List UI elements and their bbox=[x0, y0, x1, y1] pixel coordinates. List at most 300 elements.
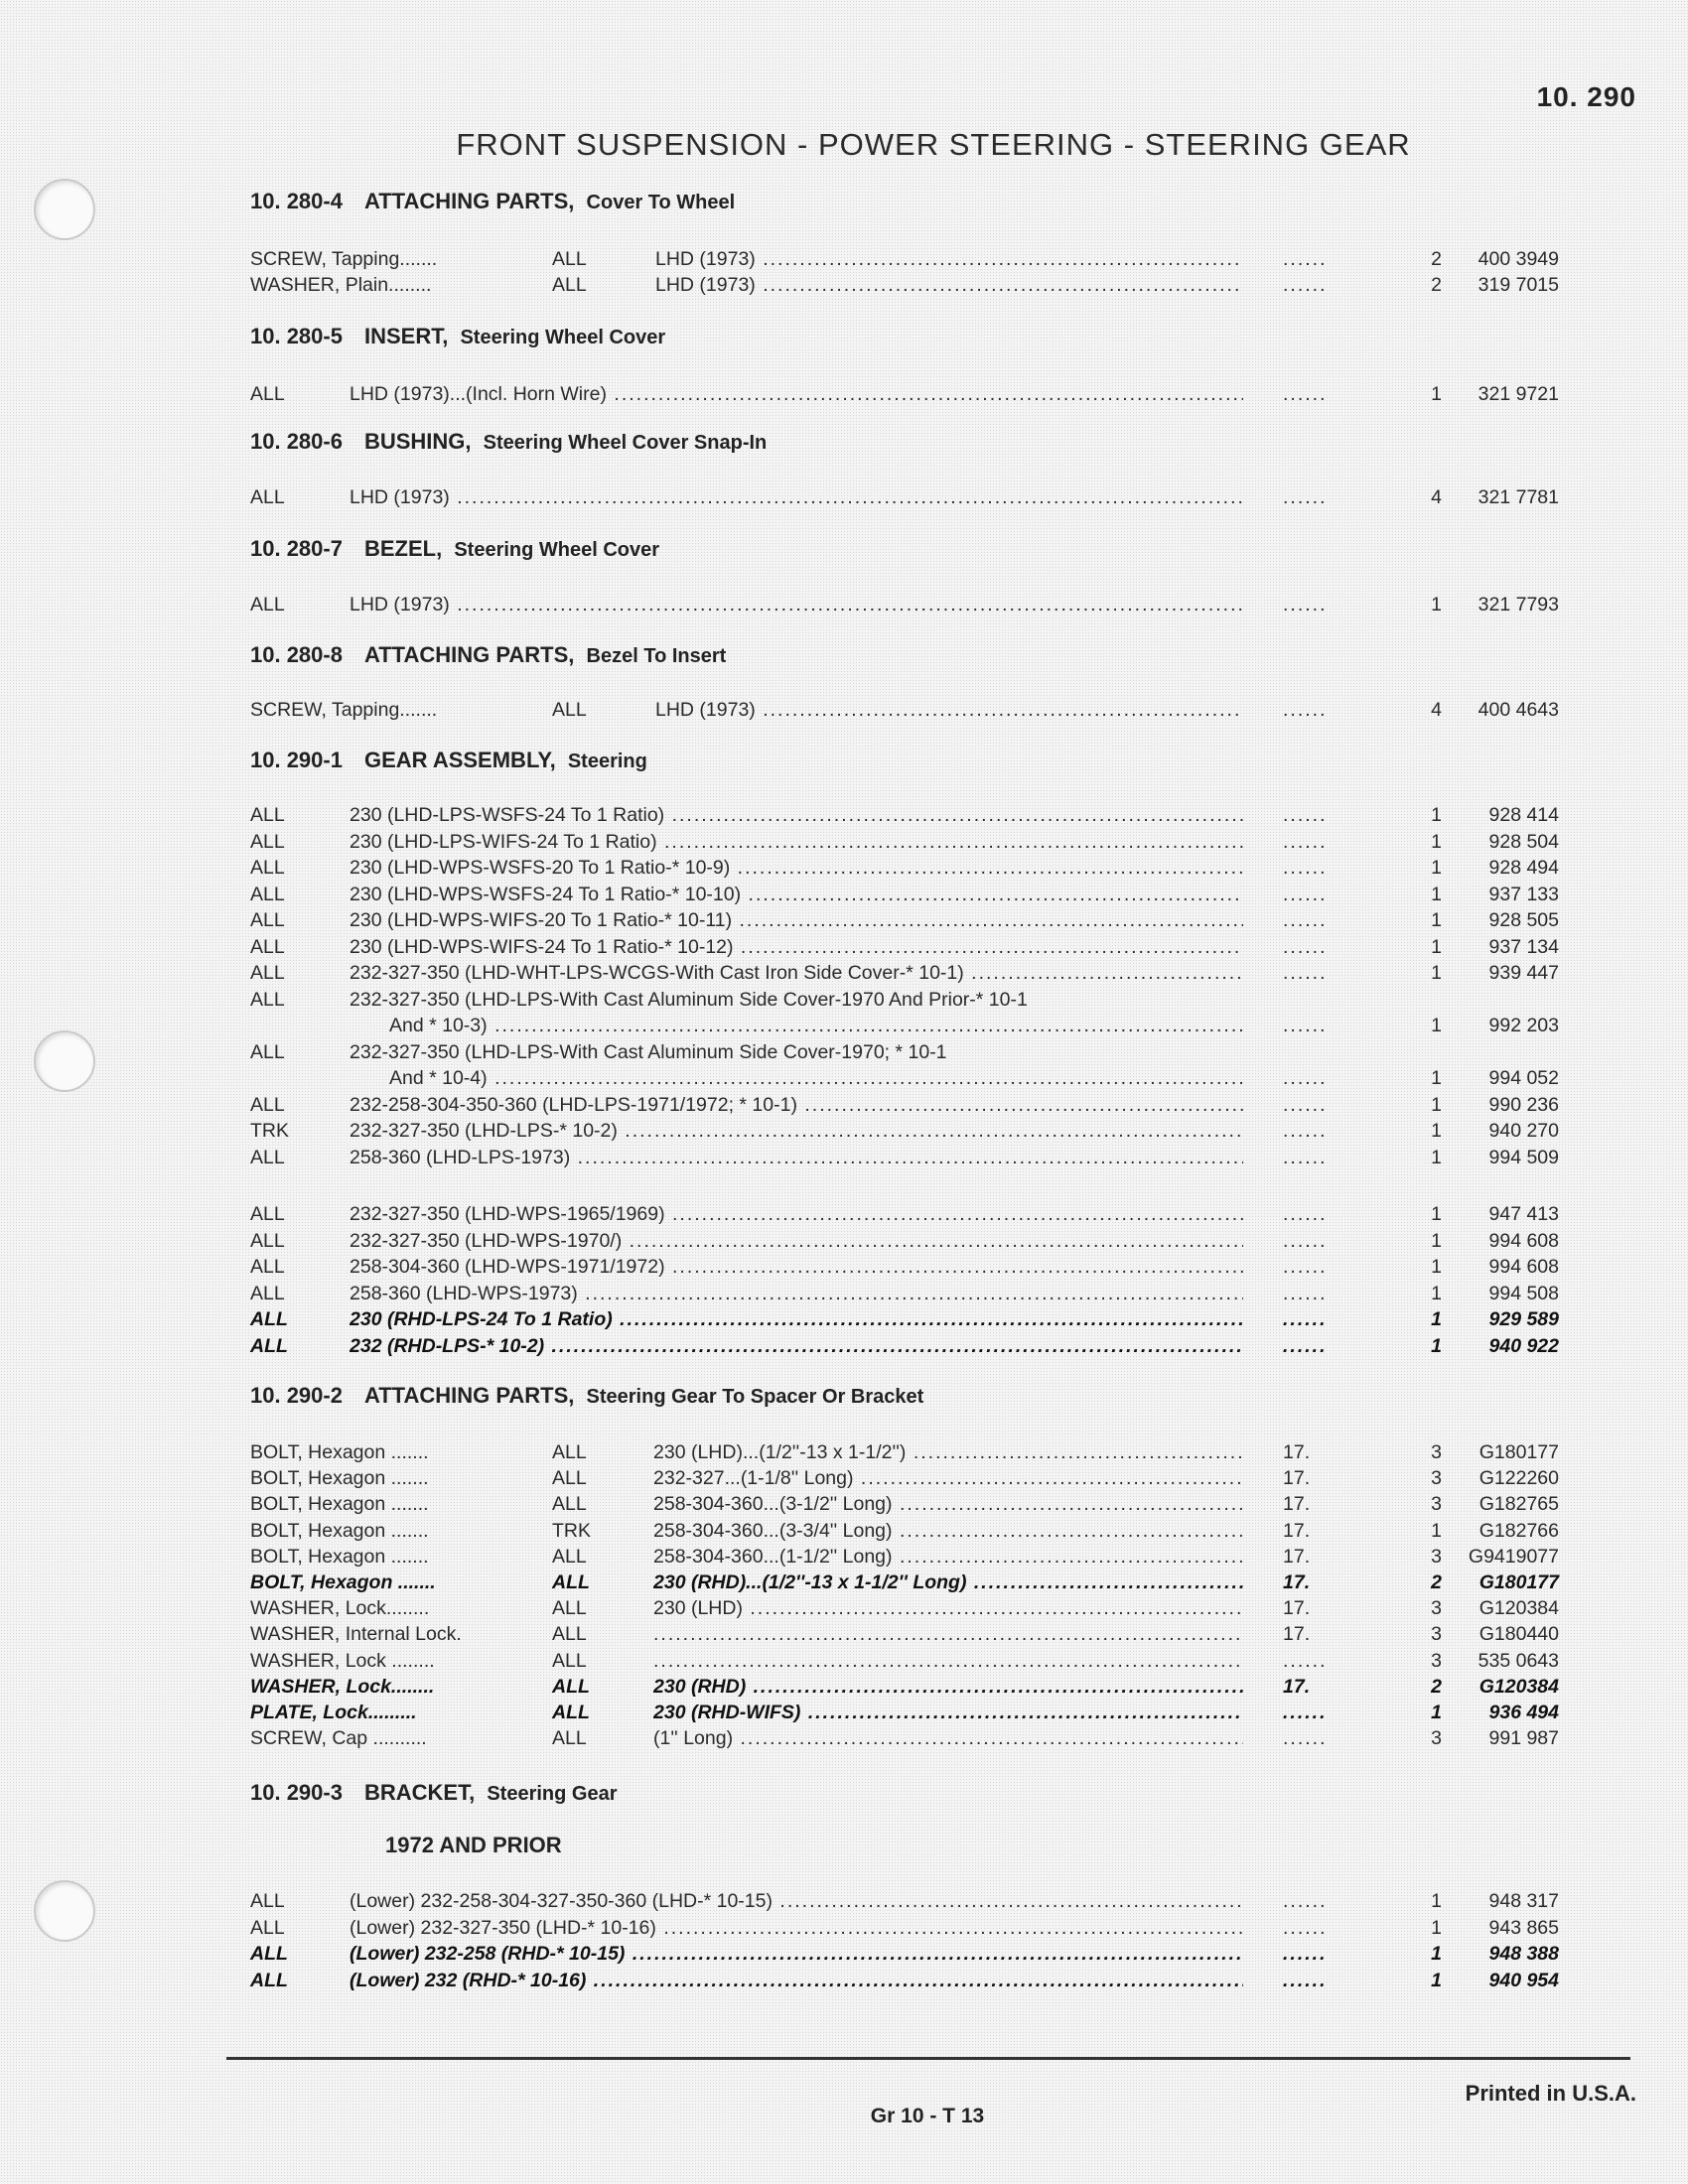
leader-dots bbox=[1283, 1201, 1328, 1227]
part-number: 948 317 bbox=[1488, 1890, 1559, 1912]
quantity: 1 bbox=[1431, 1256, 1442, 1278]
leader-dots bbox=[1283, 1725, 1328, 1751]
model-code: TRK bbox=[250, 1120, 289, 1142]
leader-dots bbox=[1283, 484, 1328, 510]
part-description: LHD (1973) ..... bbox=[655, 246, 1243, 272]
part-number: 940 954 bbox=[1488, 1969, 1559, 1991]
part-name: PLATE, Lock......... bbox=[250, 1702, 417, 1723]
leader-dots bbox=[1283, 1333, 1328, 1359]
part-number: G9419077 bbox=[1468, 1545, 1559, 1568]
section-desc: Steering Wheel Cover bbox=[454, 539, 660, 561]
model-code: ALL bbox=[552, 1493, 587, 1516]
section-name: BUSHING, bbox=[363, 429, 472, 454]
footer-text: Gr 10 - T 13 bbox=[870, 2105, 985, 2127]
table-row bbox=[250, 882, 1559, 907]
table-row bbox=[250, 1941, 1559, 1967]
section-desc: Steering Gear To Spacer Or Bracket bbox=[586, 1386, 924, 1408]
model-code: ALL bbox=[552, 1727, 587, 1750]
part-name: SCREW, Tapping....... bbox=[250, 248, 438, 270]
quantity: 2 bbox=[1431, 274, 1442, 296]
printed-note: Printed in U.S.A. bbox=[1465, 2081, 1636, 2106]
part-description: 232-327-350 (LHD-LPS-* 10-2) ..... bbox=[350, 1118, 1243, 1144]
table-row bbox=[250, 1039, 1559, 1065]
part-number: 937 133 bbox=[1488, 883, 1559, 905]
quantity: 1 bbox=[1431, 857, 1442, 879]
quantity: 1 bbox=[1431, 1969, 1442, 1991]
table-row bbox=[250, 381, 1559, 407]
leader-dots bbox=[1283, 882, 1328, 907]
table-row bbox=[250, 1254, 1559, 1280]
part-number: 994 052 bbox=[1488, 1066, 1559, 1089]
table-row bbox=[250, 1570, 1559, 1595]
group-number: 17. bbox=[1283, 1675, 1311, 1698]
model-code: ALL bbox=[250, 988, 285, 1011]
part-description-continued: And * 10-4) ..... bbox=[389, 1065, 1243, 1091]
part-description: (Lower) 232-258-304-327-350-360 (LHD-* 10-15) ..... bbox=[350, 1888, 1243, 1914]
subheading: 1972 AND PRIOR bbox=[385, 1833, 562, 1857]
group-number: 17. bbox=[1283, 1545, 1311, 1568]
section-desc: Cover To Wheel bbox=[586, 192, 736, 213]
section-number: 10. 290-1 bbox=[250, 748, 343, 772]
section-desc: Steering bbox=[567, 751, 647, 772]
group-number: 17. bbox=[1283, 1493, 1311, 1516]
part-description bbox=[653, 1648, 1243, 1674]
model-code: ALL bbox=[250, 486, 285, 508]
quantity: 3 bbox=[1431, 1649, 1442, 1672]
part-description: 230 (LHD-LPS-WIFS-24 To 1 Ratio) ..... bbox=[350, 829, 1243, 855]
quantity: 1 bbox=[1431, 1282, 1442, 1304]
group-number: 17. bbox=[1283, 1467, 1311, 1490]
model-code: ALL bbox=[250, 1203, 285, 1225]
part-description: 232-327-350 (LHD-WPS-1970/) ..... bbox=[350, 1228, 1243, 1254]
model-code: ALL bbox=[250, 1308, 288, 1330]
part-description: 258-304-360...(3-1/2'' Long) ..... bbox=[653, 1491, 1243, 1517]
quantity: 1 bbox=[1431, 1702, 1442, 1723]
table-row bbox=[250, 829, 1559, 855]
leader-dots bbox=[1283, 960, 1328, 986]
quantity: 4 bbox=[1431, 699, 1442, 721]
quantity: 1 bbox=[1431, 1066, 1442, 1089]
binder-hole bbox=[34, 179, 95, 240]
page-number: 10. 290 bbox=[1536, 81, 1636, 112]
part-description: 230 (LHD-LPS-WSFS-24 To 1 Ratio) ..... bbox=[350, 802, 1243, 828]
section-name: ATTACHING PARTS, bbox=[363, 189, 575, 213]
part-number: 321 7781 bbox=[1477, 486, 1559, 508]
table-row bbox=[250, 1725, 1559, 1751]
part-description: 230 (RHD-LPS-24 To 1 Ratio) ..... bbox=[350, 1306, 1243, 1332]
part-description: 230 (LHD-WPS-WIFS-24 To 1 Ratio-* 10-12) ..... bbox=[350, 934, 1243, 960]
section-name: GEAR ASSEMBLY, bbox=[363, 748, 556, 772]
part-name: SCREW, Tapping....... bbox=[250, 699, 438, 721]
leader-dots bbox=[1283, 1306, 1328, 1332]
section-heading bbox=[250, 324, 665, 349]
part-number: 936 494 bbox=[1488, 1702, 1559, 1723]
quantity: 1 bbox=[1431, 1146, 1442, 1168]
part-description: LHD (1973)...(Incl. Horn Wire) ..... bbox=[350, 381, 1243, 407]
part-description: 258-360 (LHD-LPS-1973) ..... bbox=[350, 1145, 1243, 1170]
part-description: 232 (RHD-LPS-* 10-2) ..... bbox=[350, 1333, 1243, 1359]
table-row bbox=[250, 1674, 1559, 1700]
section-desc: Steering Wheel Cover bbox=[460, 327, 666, 348]
table-row bbox=[250, 1092, 1559, 1118]
table-row bbox=[250, 1281, 1559, 1306]
model-code: ALL bbox=[250, 1040, 285, 1063]
quantity: 1 bbox=[1431, 1093, 1442, 1116]
group-number: 17. bbox=[1283, 1623, 1311, 1646]
part-description: 232-327-350 (LHD-WPS-1965/1969) ..... bbox=[350, 1201, 1243, 1227]
part-number: G182765 bbox=[1478, 1493, 1559, 1516]
section-heading bbox=[250, 642, 726, 668]
part-number: 321 9721 bbox=[1477, 383, 1559, 405]
model-code: TRK bbox=[552, 1519, 591, 1542]
section-heading bbox=[250, 189, 735, 214]
part-description: 258-304-360...(3-3/4'' Long) ..... bbox=[653, 1518, 1243, 1544]
section-desc: Steering Wheel Cover Snap-In bbox=[483, 432, 768, 454]
section-heading bbox=[250, 429, 767, 455]
quantity: 3 bbox=[1431, 1597, 1442, 1620]
section-name: ATTACHING PARTS, bbox=[363, 1383, 575, 1408]
part-number: 400 3949 bbox=[1477, 248, 1559, 270]
part-number: 994 608 bbox=[1488, 1229, 1559, 1252]
part-number: 943 865 bbox=[1488, 1916, 1559, 1939]
table-row bbox=[250, 272, 1559, 298]
page-footer bbox=[0, 2105, 1688, 2128]
model-code: ALL bbox=[250, 909, 285, 931]
table-row bbox=[250, 592, 1559, 617]
quantity: 1 bbox=[1431, 1916, 1442, 1939]
leader-dots bbox=[1283, 246, 1328, 272]
footer-rule bbox=[226, 2057, 1630, 2060]
part-description: (Lower) 232-258 (RHD-* 10-15) ..... bbox=[350, 1941, 1243, 1967]
quantity: 1 bbox=[1431, 1890, 1442, 1912]
part-number: G120384 bbox=[1478, 1675, 1559, 1698]
section-desc: Bezel To Insert bbox=[586, 645, 727, 667]
part-number: 939 447 bbox=[1488, 962, 1559, 984]
table-row bbox=[250, 697, 1559, 723]
table-row bbox=[250, 1333, 1559, 1359]
quantity: 2 bbox=[1431, 248, 1442, 270]
part-description: LHD (1973) ..... bbox=[655, 272, 1243, 298]
table-row bbox=[250, 1968, 1559, 1993]
part-description: (1'' Long) ..... bbox=[653, 1725, 1243, 1751]
section-heading bbox=[250, 536, 659, 562]
leader-dots bbox=[1283, 802, 1328, 828]
quantity: 2 bbox=[1431, 1675, 1442, 1698]
model-code: ALL bbox=[552, 1441, 587, 1463]
quantity: 1 bbox=[1431, 1229, 1442, 1252]
table-row bbox=[250, 1306, 1559, 1332]
leader-dots bbox=[1283, 381, 1328, 407]
part-name: BOLT, Hexagon ....... bbox=[250, 1545, 429, 1568]
part-name: BOLT, Hexagon ....... bbox=[250, 1571, 436, 1593]
table-row bbox=[250, 1439, 1559, 1465]
model-code: ALL bbox=[250, 1256, 285, 1278]
model-code: ALL bbox=[552, 1649, 587, 1672]
leader-dots bbox=[1283, 829, 1328, 855]
binder-hole bbox=[34, 1880, 95, 1942]
part-name: WASHER, Lock ........ bbox=[250, 1649, 435, 1672]
part-number: G180177 bbox=[1478, 1571, 1559, 1593]
part-number: 928 505 bbox=[1488, 909, 1559, 931]
part-name: BOLT, Hexagon ....... bbox=[250, 1467, 429, 1490]
quantity: 1 bbox=[1431, 935, 1442, 958]
part-number: 928 504 bbox=[1488, 830, 1559, 853]
table-row bbox=[250, 934, 1559, 960]
leader-dots bbox=[1283, 907, 1328, 933]
part-name: BOLT, Hexagon ....... bbox=[250, 1493, 429, 1516]
model-code: ALL bbox=[250, 883, 285, 905]
model-code: ALL bbox=[250, 1969, 288, 1991]
model-code: ALL bbox=[552, 1702, 590, 1723]
table-row bbox=[250, 960, 1559, 986]
quantity: 3 bbox=[1431, 1441, 1442, 1463]
quantity: 1 bbox=[1431, 594, 1442, 615]
quantity: 1 bbox=[1431, 883, 1442, 905]
section-heading bbox=[250, 1383, 923, 1409]
part-number: 928 494 bbox=[1488, 857, 1559, 879]
part-name: BOLT, Hexagon ....... bbox=[250, 1519, 429, 1542]
quantity: 3 bbox=[1431, 1467, 1442, 1490]
quantity: 3 bbox=[1431, 1623, 1442, 1646]
part-description-continued: And * 10-3) ..... bbox=[389, 1013, 1243, 1038]
table-row bbox=[250, 802, 1559, 828]
page-title bbox=[0, 127, 1688, 163]
quantity: 1 bbox=[1431, 962, 1442, 984]
part-name: WASHER, Lock........ bbox=[250, 1675, 435, 1698]
table-row bbox=[250, 1700, 1559, 1725]
model-code: ALL bbox=[552, 1571, 590, 1593]
table-row bbox=[250, 1595, 1559, 1621]
table-row bbox=[250, 1544, 1559, 1570]
quantity: 1 bbox=[1431, 1943, 1442, 1965]
section-number: 10. 290-3 bbox=[250, 1780, 343, 1805]
model-code: ALL bbox=[552, 1675, 590, 1698]
part-description: 232-327-350 (LHD-LPS-With Cast Aluminum Side Cover-1970 And Prior-* 10-1 bbox=[350, 988, 1028, 1011]
part-description: LHD (1973) ..... bbox=[655, 697, 1243, 723]
part-description: 258-360 (LHD-WPS-1973) ..... bbox=[350, 1281, 1243, 1306]
part-description: 230 (LHD-WPS-WSFS-24 To 1 Ratio-* 10-10) ..... bbox=[350, 882, 1243, 907]
quantity: 4 bbox=[1431, 486, 1442, 508]
table-row bbox=[250, 1888, 1559, 1914]
section-number: 10. 290-2 bbox=[250, 1383, 343, 1408]
part-number: G122260 bbox=[1478, 1467, 1559, 1490]
table-row bbox=[250, 987, 1559, 1013]
model-code: ALL bbox=[250, 594, 285, 615]
part-number: 994 508 bbox=[1488, 1282, 1559, 1304]
part-description: 230 (LHD) ..... bbox=[653, 1595, 1243, 1621]
leader-dots bbox=[1283, 1013, 1328, 1038]
section-name: BRACKET, bbox=[363, 1780, 476, 1805]
table-row bbox=[250, 1145, 1559, 1170]
leader-dots bbox=[1283, 1281, 1328, 1306]
model-code: ALL bbox=[250, 1282, 285, 1304]
quantity: 1 bbox=[1431, 909, 1442, 931]
model-code: ALL bbox=[250, 1334, 288, 1357]
model-code: ALL bbox=[552, 1545, 587, 1568]
part-number: 321 7793 bbox=[1477, 594, 1559, 615]
part-number: 994 608 bbox=[1488, 1256, 1559, 1278]
part-number: 948 388 bbox=[1488, 1943, 1559, 1965]
model-code: ALL bbox=[250, 1943, 288, 1965]
leader-dots bbox=[1283, 592, 1328, 617]
part-number: 937 134 bbox=[1488, 935, 1559, 958]
section-number: 10. 280-8 bbox=[250, 642, 343, 667]
part-name: BOLT, Hexagon ....... bbox=[250, 1441, 429, 1463]
leader-dots bbox=[1283, 697, 1328, 723]
section-name: ATTACHING PARTS, bbox=[363, 642, 575, 667]
model-code: ALL bbox=[552, 1623, 587, 1646]
part-description: (Lower) 232-327-350 (LHD-* 10-16) ..... bbox=[350, 1915, 1243, 1941]
part-number: G180177 bbox=[1478, 1441, 1559, 1463]
part-number: 992 203 bbox=[1488, 1014, 1559, 1036]
part-number: 940 270 bbox=[1488, 1120, 1559, 1142]
leader-dots bbox=[1283, 1254, 1328, 1280]
binder-hole bbox=[34, 1030, 95, 1092]
part-description: LHD (1973) ..... bbox=[350, 592, 1243, 617]
quantity: 1 bbox=[1431, 804, 1442, 826]
part-description: LHD (1973) ..... bbox=[350, 484, 1243, 510]
quantity: 1 bbox=[1431, 1308, 1442, 1330]
part-name: WASHER, Plain........ bbox=[250, 274, 432, 296]
group-number: 17. bbox=[1283, 1597, 1311, 1620]
table-row-continuation bbox=[250, 1065, 1559, 1091]
section-desc: Steering Gear bbox=[487, 1783, 618, 1805]
quantity: 1 bbox=[1431, 383, 1442, 405]
part-description: 230 (RHD-WIFS) ..... bbox=[653, 1700, 1243, 1725]
part-description: 230 (LHD-WPS-WIFS-20 To 1 Ratio-* 10-11) ..... bbox=[350, 907, 1243, 933]
part-description: 230 (RHD) ..... bbox=[653, 1674, 1243, 1700]
group-number: 17. bbox=[1283, 1519, 1311, 1542]
model-code: ALL bbox=[250, 1890, 285, 1912]
part-number: 400 4643 bbox=[1477, 699, 1559, 721]
section-number: 10. 280-7 bbox=[250, 536, 343, 561]
model-code: ALL bbox=[250, 1093, 285, 1116]
leader-dots bbox=[1283, 1648, 1328, 1674]
section-number: 10. 280-5 bbox=[250, 324, 343, 348]
quantity: 2 bbox=[1431, 1571, 1442, 1593]
model-code: ALL bbox=[250, 383, 285, 405]
table-row-continuation bbox=[250, 1013, 1559, 1038]
part-number: 991 987 bbox=[1488, 1727, 1559, 1750]
section-number: 10. 280-4 bbox=[250, 189, 343, 213]
part-description: 232-327-350 (LHD-WHT-LPS-WCGS-With Cast Iron Side Cover-* 10-1) ..... bbox=[350, 960, 1243, 986]
group-number: 17. bbox=[1283, 1571, 1311, 1593]
part-number: 994 509 bbox=[1488, 1146, 1559, 1168]
leader-dots bbox=[1283, 1915, 1328, 1941]
model-code: ALL bbox=[250, 857, 285, 879]
part-number: G180440 bbox=[1478, 1623, 1559, 1646]
leader-dots bbox=[1283, 1228, 1328, 1254]
part-description: 258-304-360...(1-1/2'' Long) ..... bbox=[653, 1544, 1243, 1570]
leader-dots bbox=[1283, 272, 1328, 298]
model-code: ALL bbox=[250, 830, 285, 853]
part-description: 232-327...(1-1/8'' Long) ..... bbox=[653, 1465, 1243, 1491]
part-description: 232-327-350 (LHD-LPS-With Cast Aluminum Side Cover-1970; * 10-1 bbox=[350, 1040, 947, 1063]
part-description: 230 (LHD-WPS-WSFS-20 To 1 Ratio-* 10-9) ..... bbox=[350, 855, 1243, 881]
model-code: ALL bbox=[552, 1467, 587, 1490]
table-row bbox=[250, 855, 1559, 881]
leader-dots bbox=[1283, 1941, 1328, 1967]
table-row bbox=[250, 1491, 1559, 1517]
quantity: 1 bbox=[1431, 1203, 1442, 1225]
section-heading bbox=[250, 748, 647, 773]
part-description: (Lower) 232 (RHD-* 10-16) ..... bbox=[350, 1968, 1243, 1993]
quantity: 3 bbox=[1431, 1545, 1442, 1568]
model-code: ALL bbox=[552, 699, 587, 721]
table-row bbox=[250, 1915, 1559, 1941]
part-number: 990 236 bbox=[1488, 1093, 1559, 1116]
part-number: 947 413 bbox=[1488, 1203, 1559, 1225]
section-number: 10. 280-6 bbox=[250, 429, 343, 454]
model-code: ALL bbox=[250, 1146, 285, 1168]
leader-dots bbox=[1283, 1968, 1328, 1993]
section-name: INSERT, bbox=[363, 324, 449, 348]
leader-dots bbox=[1283, 1118, 1328, 1144]
model-code: ALL bbox=[552, 274, 587, 296]
section-heading bbox=[250, 1780, 618, 1806]
part-description bbox=[653, 1621, 1243, 1647]
part-name: WASHER, Lock........ bbox=[250, 1597, 430, 1620]
part-number: 319 7015 bbox=[1477, 274, 1559, 296]
quantity: 1 bbox=[1431, 830, 1442, 853]
table-row bbox=[250, 1621, 1559, 1647]
part-number: 940 922 bbox=[1488, 1334, 1559, 1357]
leader-dots bbox=[1283, 1092, 1328, 1118]
quantity: 1 bbox=[1431, 1519, 1442, 1542]
model-code: ALL bbox=[250, 935, 285, 958]
group-number: 17. bbox=[1283, 1441, 1311, 1463]
section-name: BEZEL, bbox=[363, 536, 443, 561]
table-row bbox=[250, 484, 1559, 510]
part-description: 232-258-304-350-360 (LHD-LPS-1971/1972; * 10-1) ..... bbox=[350, 1092, 1243, 1118]
model-code: ALL bbox=[250, 804, 285, 826]
table-row bbox=[250, 1648, 1559, 1674]
page-title-text: FRONT SUSPENSION - POWER STEERING - STEERING GEAR bbox=[456, 127, 1411, 162]
table-row bbox=[250, 1201, 1559, 1227]
quantity: 3 bbox=[1431, 1493, 1442, 1516]
part-description: 230 (LHD)...(1/2''-13 x 1-1/2'') ..... bbox=[653, 1439, 1243, 1465]
part-name: WASHER, Internal Lock. bbox=[250, 1623, 462, 1646]
table-row bbox=[250, 246, 1559, 272]
quantity: 3 bbox=[1431, 1727, 1442, 1750]
quantity: 1 bbox=[1431, 1014, 1442, 1036]
leader-dots bbox=[1283, 1145, 1328, 1170]
leader-dots bbox=[1283, 1888, 1328, 1914]
quantity: 1 bbox=[1431, 1334, 1442, 1357]
part-number: G120384 bbox=[1478, 1597, 1559, 1620]
table-row bbox=[250, 1465, 1559, 1491]
table-row bbox=[250, 1118, 1559, 1144]
table-row bbox=[250, 1518, 1559, 1544]
part-number: 928 414 bbox=[1488, 804, 1559, 826]
part-number: 929 589 bbox=[1488, 1308, 1559, 1330]
part-description: 258-304-360 (LHD-WPS-1971/1972) ..... bbox=[350, 1254, 1243, 1280]
part-name: SCREW, Cap .......... bbox=[250, 1727, 427, 1750]
quantity: 1 bbox=[1431, 1120, 1442, 1142]
table-row bbox=[250, 907, 1559, 933]
part-number: G182766 bbox=[1478, 1519, 1559, 1542]
leader-dots bbox=[1283, 1700, 1328, 1725]
table-row bbox=[250, 1228, 1559, 1254]
model-code: ALL bbox=[250, 1916, 285, 1939]
leader-dots bbox=[1283, 1065, 1328, 1091]
leader-dots bbox=[1283, 934, 1328, 960]
part-number: 535 0643 bbox=[1477, 1649, 1559, 1672]
leader-dots bbox=[1283, 855, 1328, 881]
part-description: 230 (RHD)...(1/2''-13 x 1-1/2'' Long) ..... bbox=[653, 1570, 1243, 1595]
model-code: ALL bbox=[250, 1229, 285, 1252]
model-code: ALL bbox=[552, 248, 587, 270]
